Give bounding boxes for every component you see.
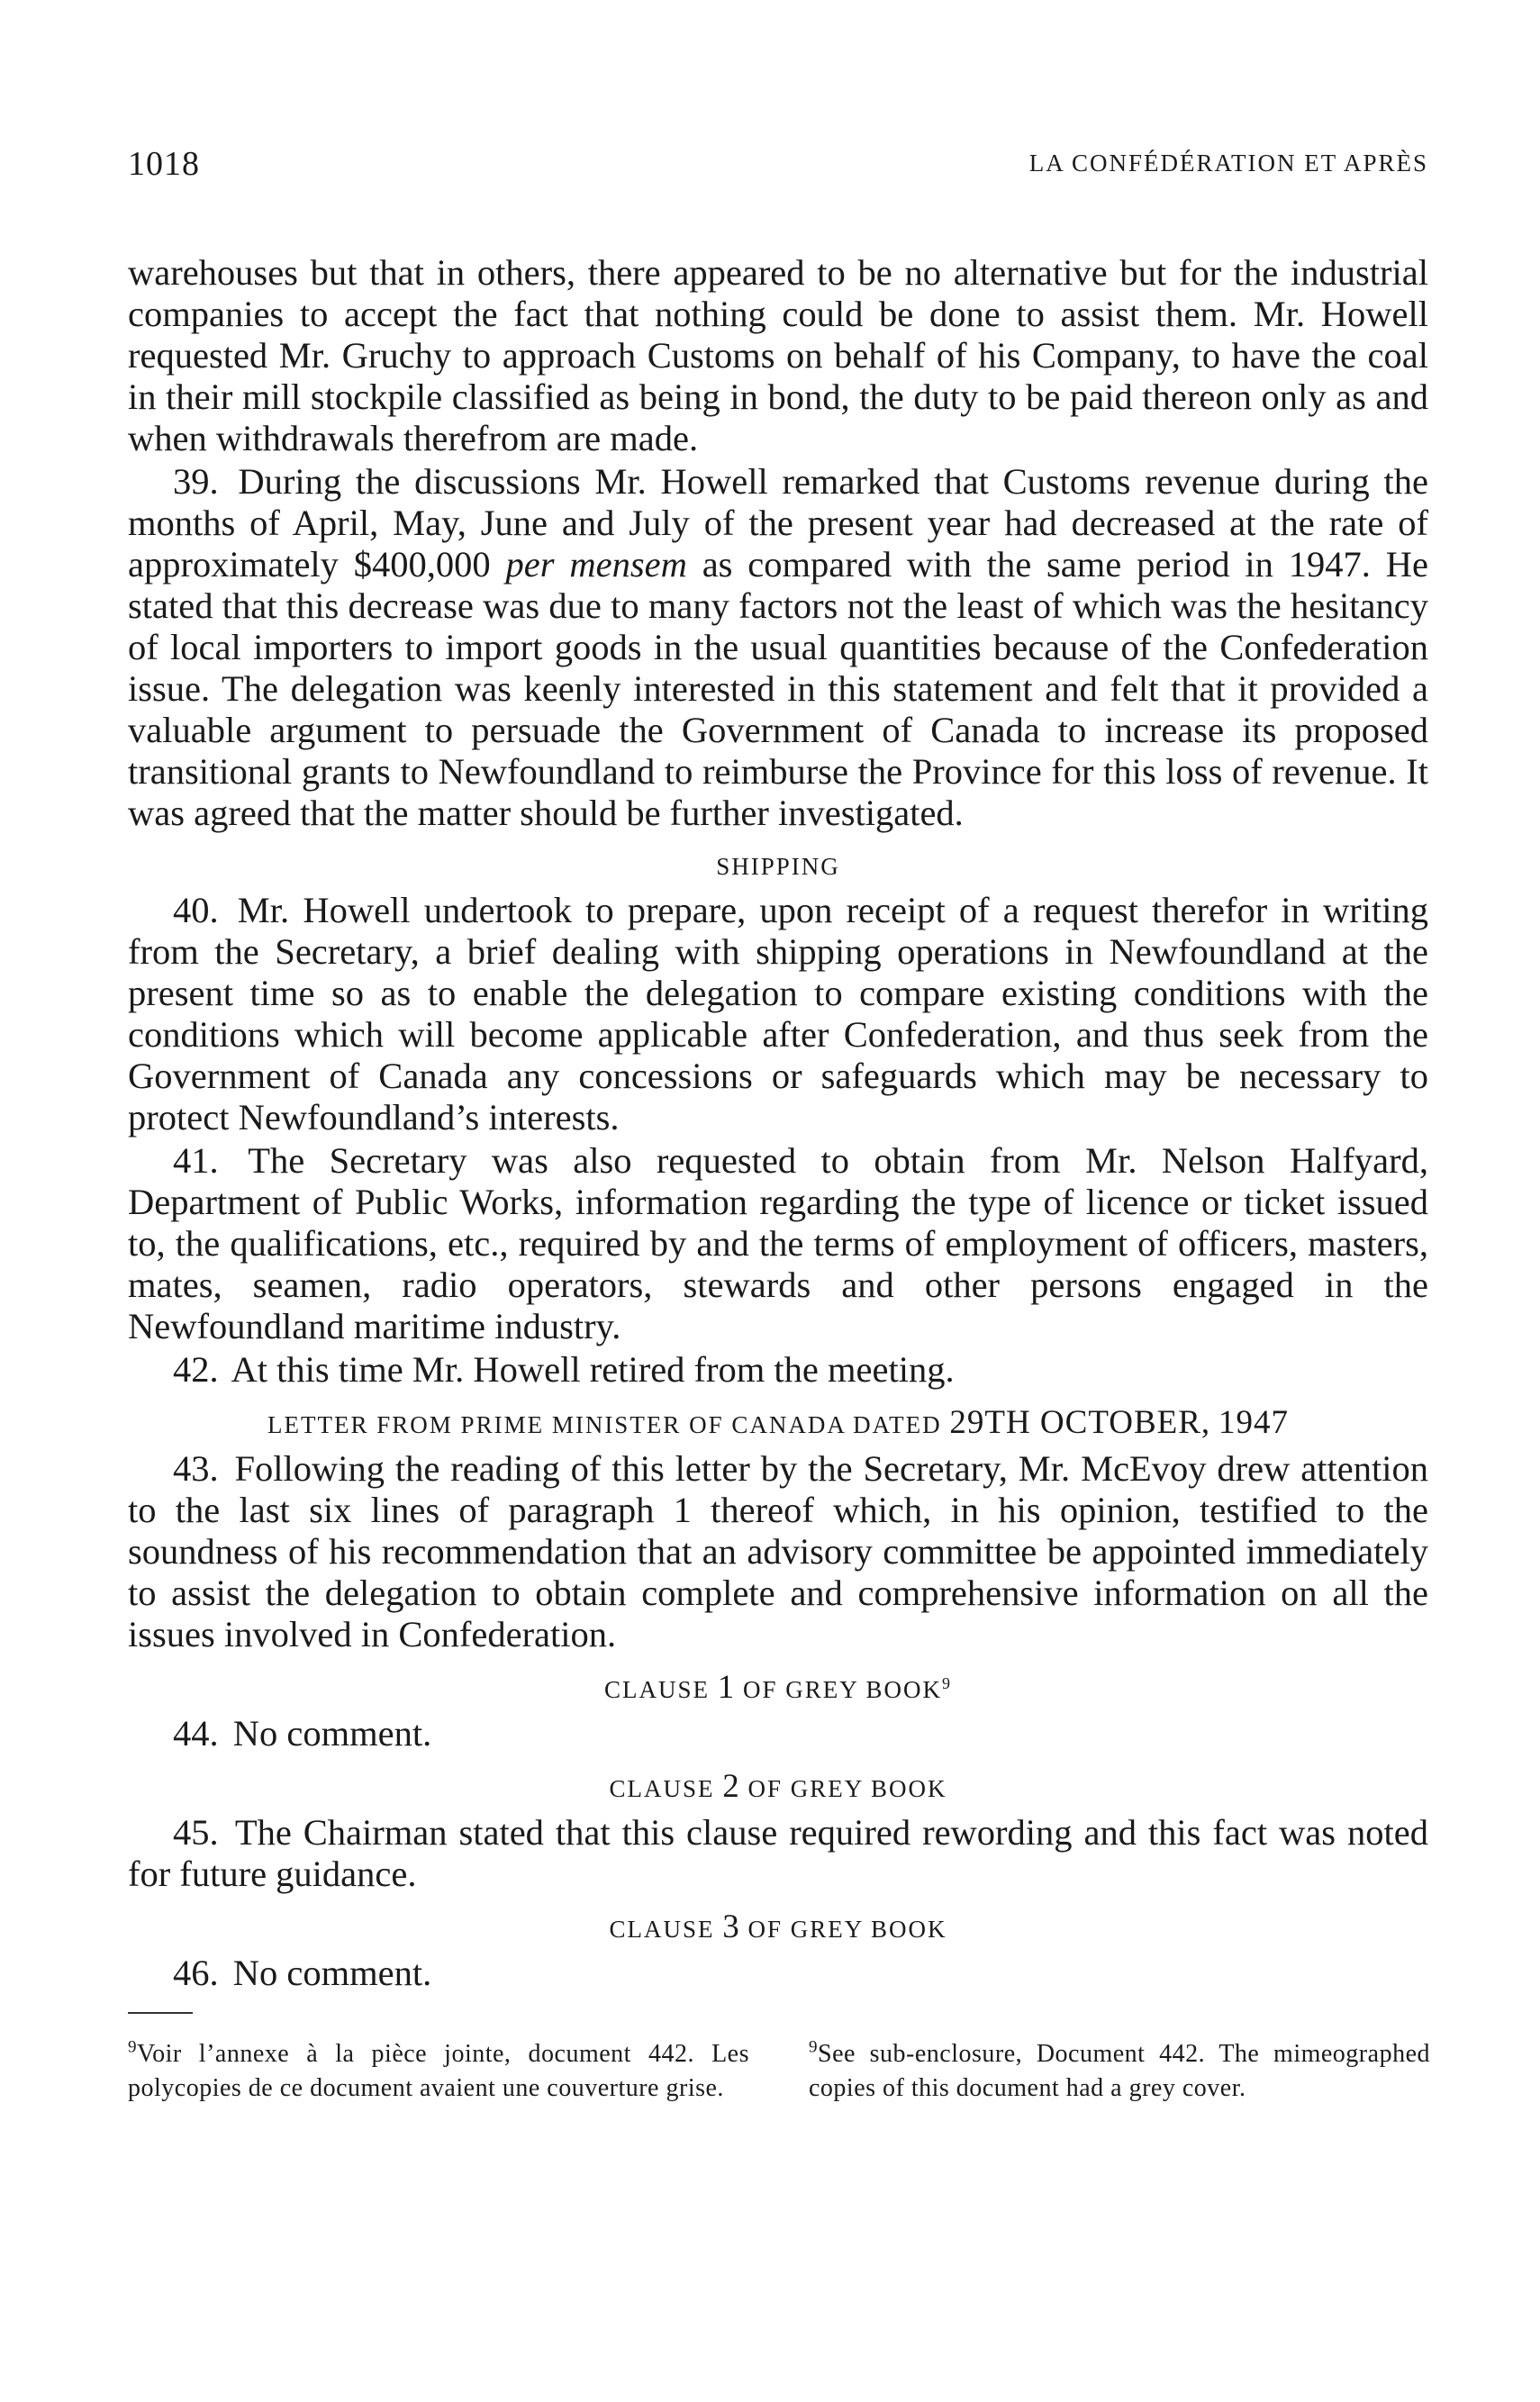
paragraph-text: The Secretary was also requested to obtain from Mr. Nelson Halfyard, Department of Public Works, information regarding the type of licence or ticket issued to, the qualifications, etc., required by and the terms of employment of officers, masters, mates, seamen, radio operators, stewards and other persons engaged in the Newfoundland maritime industry. [128,1140,1428,1346]
paragraph-text: At this time Mr. Howell retired from the meeting. [231,1349,955,1390]
heading-year: 1947 [1218,1404,1289,1441]
running-title: LA CONFÉDÉRATION ET APRÈS [1028,150,1428,177]
paragraph-text: No comment. [232,1953,432,1993]
paragraph-text: warehouses but that in others, there appeared to be no alternative but for the industrial companies to accept the fact that nothing could be done to assist them. Mr. Howell requested Mr. Gruchy to approach Customs on behalf of his Company, to have the coal in their mill stockpile classified as being in bond, the duty to be paid thereon only as and when withdrawals therefrom are made. [128,252,1428,458]
document-body [128,252,1428,2181]
heading-text: CLAUSE [603,1676,710,1703]
footnote-text: See sub-enclosure, Document 442. The mimeographed copies of this document had a grey cover. [809,2040,1430,2102]
paragraph-41 [128,1140,1428,1347]
footnote-divider [128,2012,193,2014]
footnote-marker: 9 [809,2037,818,2057]
heading-date: 29TH OCTOBER, [949,1404,1211,1441]
heading-text: CLAUSE [609,1775,715,1802]
paragraph-text: During the discussions Mr. Howell remarked that Customs revenue during the months of April, May, June and July of the present year had decreased at the rate of approximately $400,000 [128,461,1428,585]
footnote-french [128,2037,749,2106]
footnote-text: Voir l’annexe à la pièce jointe, document 442. Les polycopies de ce document avaient une couverture grise. [128,2040,749,2102]
clause-number: 2 [722,1768,740,1805]
paragraph-text: The Chairman stated that this clause required rewording and this fact was noted for future guidance. [128,1812,1428,1894]
paragraph-number: 42. [173,1349,219,1390]
paragraph-text: as compared with the same period in 1947. He stated that this decrease was due to many factors not the least of which was the hesitancy of local importers to import goods in the usual quantities because of the Confederation issue. The delegation was keenly interested in this statement and felt that it provided a valuable argument to persuade the Government of Canada to increase its proposed transitional grants to Newfoundland to reimburse the Province for this loss of revenue. It was agreed that the matter should be further investigated. [128,544,1428,833]
latin-phrase: per mensem [505,544,687,585]
paragraph-46 [128,1953,1428,1994]
paragraph-continued [128,252,1428,459]
paragraph-text: Mr. Howell undertook to prepare, upon receipt of a request therefor in writing from the Secretary, a brief dealing with shipping operations in Newfoundland at the present time so as to enable the delegation to compare existing conditions with the conditions which will become applicable after Confederation, and thus seek from the Government of Canada any concessions or safeguards which may be necessary to protect Newfoundland’s interests. [128,890,1428,1138]
heading-text: OF GREY BOOK [747,1775,947,1802]
paragraph-44 [128,1713,1428,1754]
heading-text: OF GREY BOOK [743,1676,943,1703]
paragraph-45 [128,1812,1428,1895]
heading-text: CLAUSE [609,1916,715,1943]
running-head [128,144,1428,189]
paragraph-number: 43. [173,1448,219,1489]
section-heading-letter [128,1403,1428,1445]
paragraph-40 [128,890,1428,1138]
section-heading-clause-2 [128,1767,1428,1808]
section-heading-clause-1 [128,1668,1428,1709]
paragraph-number: 45. [173,1812,219,1853]
section-heading-shipping: SHIPPING [716,853,840,880]
paragraph-number: 41. [173,1140,219,1181]
paragraph-43 [128,1448,1428,1655]
footnote-ref: 9 [942,1674,953,1692]
paragraph-39 [128,461,1428,834]
paragraph-number: 40. [173,890,219,930]
clause-number: 3 [722,1908,740,1945]
footnote-english [809,2037,1430,2106]
section-heading-clause-3 [128,1908,1428,1949]
paragraph-number: 39. [173,461,219,502]
paragraph-text: No comment. [232,1713,432,1754]
heading-text: LETTER FROM PRIME MINISTER OF CANADA DATED [267,1411,942,1438]
footnotes [128,2037,1428,2181]
clause-number: 1 [717,1669,736,1706]
paragraph-number: 44. [173,1713,219,1754]
footnote-marker: 9 [128,2037,137,2057]
paragraph-42 [128,1349,1428,1391]
paragraph-text: Following the reading of this letter by the Secretary, Mr. McEvoy drew attention to the last six lines of paragraph 1 thereof which, in his opinion, testified to the soundness of his recommendation that an advisory committee be appointed immediately to assist the delegation to obtain complete and comprehensive information on all the issues involved in Confederation. [128,1448,1428,1654]
page-number: 1018 [128,145,200,183]
heading-text: OF GREY BOOK [747,1916,947,1943]
paragraph-number: 46. [173,1953,219,1993]
